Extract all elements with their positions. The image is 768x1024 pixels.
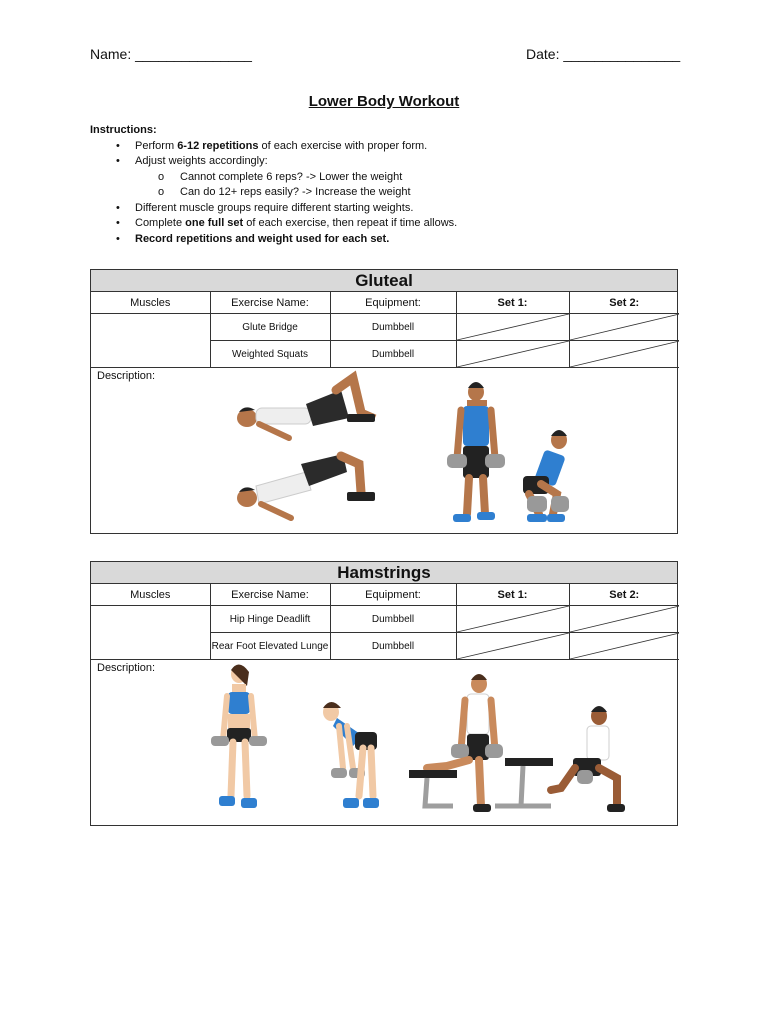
col-header-set1: Set 1: xyxy=(456,584,569,606)
instruction-item xyxy=(90,185,690,201)
instruction-text: 6-12 repetitions xyxy=(177,139,259,152)
col-header-equipment: Equipment: xyxy=(330,584,456,606)
description-area[interactable] xyxy=(91,660,677,826)
bullet-icon: • xyxy=(116,201,120,214)
hamstring-exercise-illustrations xyxy=(91,660,677,826)
col-header-set2: Set 2: xyxy=(569,584,679,606)
slash-divider xyxy=(457,314,569,340)
set1-entry-cell[interactable] xyxy=(456,341,569,368)
name-field-label: Name: _______________ xyxy=(90,46,252,62)
page-title: Lower Body Workout xyxy=(308,93,460,110)
sub-bullet-icon: o xyxy=(158,170,165,183)
instructions-label: Instructions: xyxy=(90,124,157,136)
instruction-text: Adjust weights accordingly: xyxy=(135,155,268,167)
instructions-block xyxy=(90,123,690,247)
bullet-icon: • xyxy=(116,217,120,229)
instruction-item xyxy=(90,216,690,232)
squat-start-figure xyxy=(447,382,505,522)
squat-bottom-figure xyxy=(523,430,569,522)
slash-divider xyxy=(457,606,569,632)
set1-entry-cell[interactable] xyxy=(456,633,569,660)
slash-divider xyxy=(457,633,569,659)
muscles-cell[interactable] xyxy=(91,606,210,660)
bullet-icon: • xyxy=(116,232,120,245)
section-title: Gluteal xyxy=(91,270,677,292)
set1-entry-cell[interactable] xyxy=(456,314,569,341)
lunge-bottom-figure xyxy=(495,706,625,812)
instruction-text: one full set xyxy=(185,217,244,229)
col-header-exercise: Exercise Name: xyxy=(210,292,330,314)
gluteal-section xyxy=(90,269,678,534)
exercise-table xyxy=(91,292,679,368)
instruction-text: Cannot complete 6 reps? -> Lower the weight xyxy=(180,170,403,183)
exercise-name-cell: Glute Bridge xyxy=(210,314,330,341)
set2-entry-cell[interactable] xyxy=(569,606,679,633)
instruction-text: Can do 12+ reps easily? -> Increase the weight xyxy=(180,186,411,198)
instruction-text: Different muscle groups require different starting weights. xyxy=(135,201,414,214)
slash-divider xyxy=(457,341,569,367)
instruction-item xyxy=(90,201,690,217)
description-area[interactable] xyxy=(91,368,677,534)
set2-entry-cell[interactable] xyxy=(569,341,679,368)
instruction-item xyxy=(90,232,690,248)
hamstrings-section xyxy=(90,561,678,826)
deadlift-start-figure xyxy=(211,664,267,808)
slash-divider xyxy=(570,633,680,659)
section-title: Hamstrings xyxy=(91,562,677,584)
description-label: Description: xyxy=(97,370,156,382)
col-header-exercise: Exercise Name: xyxy=(210,584,330,606)
instruction-text: of each exercise with proper form. xyxy=(258,139,428,152)
col-header-set1: Set 1: xyxy=(456,292,569,314)
deadlift-hinge-figure xyxy=(323,702,379,808)
slash-divider xyxy=(570,314,680,340)
set1-entry-cell[interactable] xyxy=(456,606,569,633)
col-header-muscles: Muscles xyxy=(91,584,210,606)
instruction-text: Record repetitions and weight used for each set. xyxy=(135,232,390,245)
table-row xyxy=(91,606,679,633)
instruction-text: Perform xyxy=(135,139,178,152)
exercise-name-cell: Weighted Squats xyxy=(210,341,330,368)
instruction-item xyxy=(90,170,690,186)
description-label: Description: xyxy=(97,662,156,674)
col-header-equipment: Equipment: xyxy=(330,292,456,314)
exercise-name-cell: Rear Foot Elevated Lunge xyxy=(210,633,330,660)
exercise-table xyxy=(91,584,679,660)
instructions-list xyxy=(90,139,690,248)
slash-divider xyxy=(570,606,680,632)
equipment-cell: Dumbbell xyxy=(330,606,456,633)
bullet-icon: • xyxy=(116,155,120,167)
equipment-cell: Dumbbell xyxy=(330,341,456,368)
glute-bridge-figure-2 xyxy=(237,454,375,518)
gluteal-exercise-illustrations xyxy=(91,368,677,534)
muscles-cell[interactable] xyxy=(91,314,210,368)
exercise-name-cell: Hip Hinge Deadlift xyxy=(210,606,330,633)
glute-bridge-figure-1 xyxy=(237,378,375,438)
col-header-set2: Set 2: xyxy=(569,292,679,314)
instruction-text: Complete xyxy=(135,217,186,229)
set2-entry-cell[interactable] xyxy=(569,314,679,341)
instruction-item xyxy=(90,139,690,155)
col-header-muscles: Muscles xyxy=(91,292,210,314)
equipment-cell: Dumbbell xyxy=(330,633,456,660)
set2-entry-cell[interactable] xyxy=(569,633,679,660)
equipment-cell: Dumbbell xyxy=(330,314,456,341)
slash-divider xyxy=(570,341,680,367)
bullet-icon: • xyxy=(116,139,120,152)
date-field-label: Date: _______________ xyxy=(526,46,681,62)
sub-bullet-icon: o xyxy=(158,186,165,198)
lunge-start-figure xyxy=(409,674,503,812)
instruction-item xyxy=(90,154,690,170)
instruction-text: of each exercise, then repeat if time allows. xyxy=(243,217,458,229)
table-row xyxy=(91,314,679,341)
